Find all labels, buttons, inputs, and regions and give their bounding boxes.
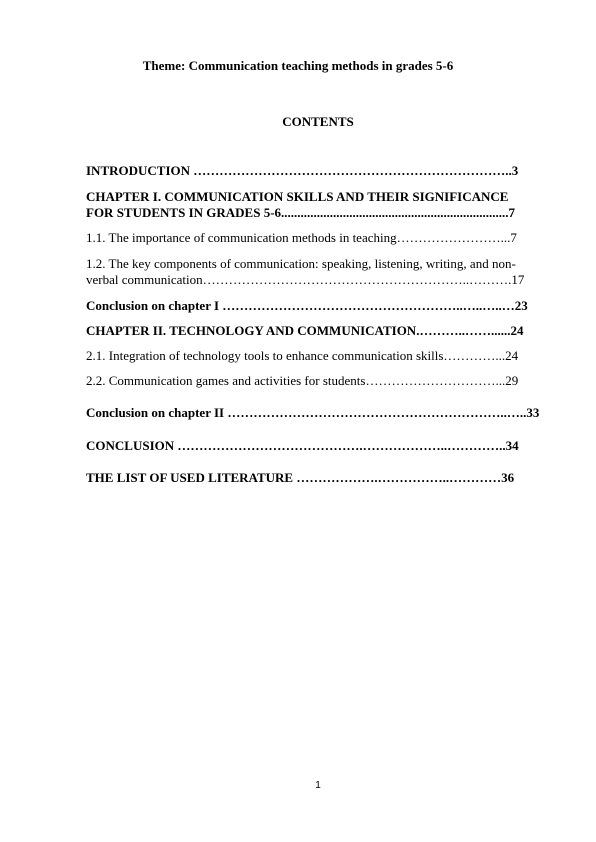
toc-entry-2-1[interactable]: 2.1. Integration of technology tools to enhance communication skills…………...24 bbox=[86, 348, 519, 363]
toc-entry-2-2[interactable]: 2.2. Communication games and activities for students…………………………...29 bbox=[86, 373, 519, 388]
document-theme-title: Theme: Communication teaching methods in grades 5-6 bbox=[142, 58, 454, 73]
toc-entry-1-2-line1[interactable]: 1.2. The key components of communication: speaking, listening, writing, and non- bbox=[86, 256, 516, 271]
toc-entry-chapter-1-line1[interactable]: CHAPTER I. COMMUNICATION SKILLS AND THEIR SIGNIFICANCE bbox=[86, 189, 509, 204]
page-number: 1 bbox=[315, 780, 321, 791]
toc-entry-1-1[interactable]: 1.1. The importance of communication methods in teaching……………………...7 bbox=[86, 230, 517, 245]
toc-entry-chapter-2[interactable]: CHAPTER II. TECHNOLOGY AND COMMUNICATION.………..……......24 bbox=[86, 323, 524, 338]
contents-heading: CONTENTS bbox=[282, 114, 354, 129]
toc-entry-conclusion[interactable]: CONCLUSION …………………………………….………………..…………..34 bbox=[86, 438, 519, 453]
toc-entry-literature[interactable]: THE LIST OF USED LITERATURE ……………….……………..…………36 bbox=[86, 470, 515, 485]
toc-entry-1-2-line2[interactable]: verbal communication……………………………………………………..……….17 bbox=[86, 272, 525, 287]
toc-entry-introduction[interactable]: INTRODUCTION ………………………………………………………………..3 bbox=[86, 163, 519, 178]
toc-entry-conclusion-chapter-2[interactable]: Conclusion on chapter II ………………………………………………………..…..33 bbox=[86, 405, 540, 420]
toc-entry-conclusion-chapter-1[interactable]: Conclusion on chapter I ………………………………………………..…..…..…23 bbox=[86, 298, 528, 313]
toc-entry-chapter-1-line2[interactable]: FOR STUDENTS IN GRADES 5-6......................................................................7 bbox=[86, 205, 516, 220]
